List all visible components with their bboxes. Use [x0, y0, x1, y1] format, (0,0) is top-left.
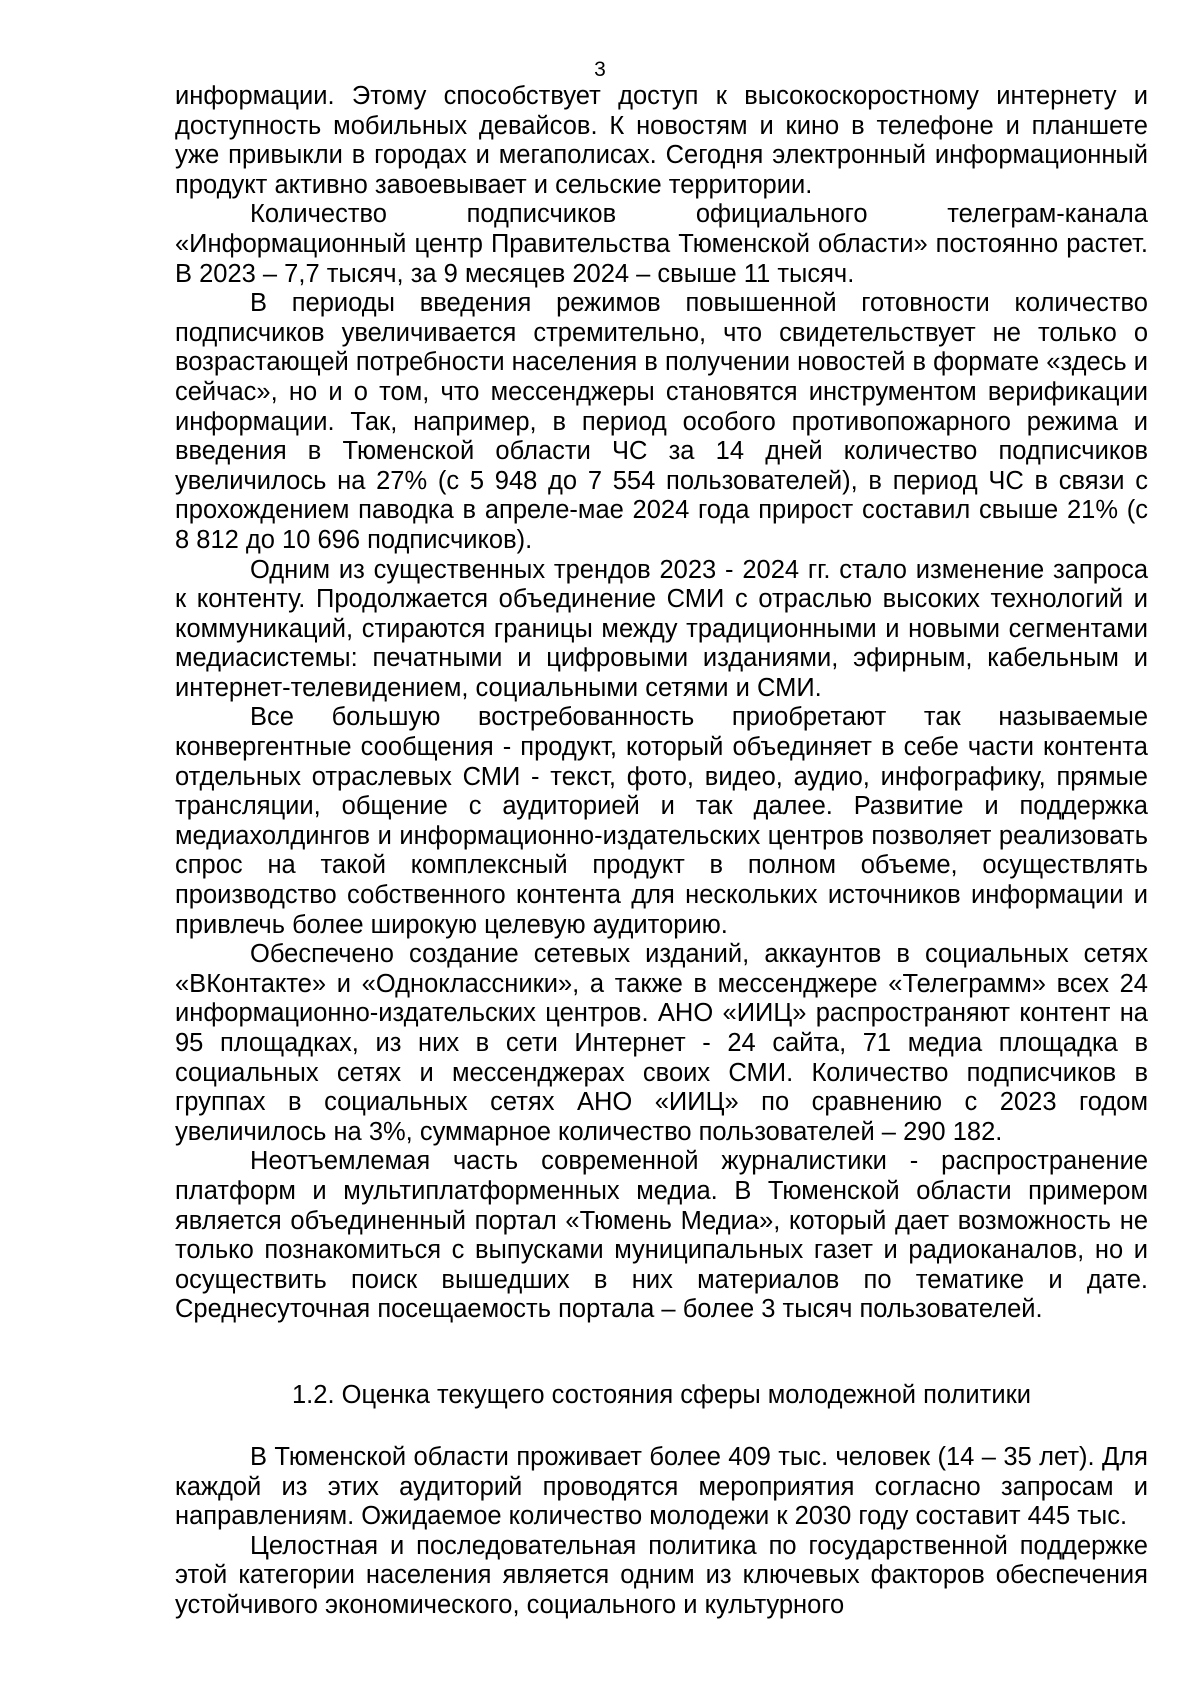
- document-body: [175, 82, 1148, 1325]
- paragraph: Целостная и последовательная политика по государственной поддержке этой категории населения является одним из ключевых факторов обеспечения устойчивого экономического, социального и культурного: [175, 1531, 1148, 1619]
- paragraph: В Тюменской области проживает более 409 тыс. человек (14 – 35 лет). Для каждой из этих аудиторий проводятся мероприятия согласно запросам и направлениям. Ожидаемое количество молодежи к 2030 году составит 445 тыс.: [175, 1443, 1148, 1531]
- paragraph: Неотъемлемая часть современной журналистики - распространение платформ и мультиплатформенных медиа. В Тюменской области примером является объединенный портал «Тюмень Медиа», который дает возможность не только познакомиться с выпусками муниципальных газет и радиоканалов, но и осуществить поиск вышедших в них материалов по тематике и дате. Среднесуточная посещаемость портала – более 3 тысяч пользователей.: [175, 1147, 1148, 1324]
- section-body: [175, 1443, 1148, 1621]
- paragraph: информации. Этому способствует доступ к высокоскоростному интернету и доступность мобильных девайсов. К новостям и кино в телефоне и планшете уже привыкли в городах и мегаполисах. Сегодня электронный информационный продукт активно завоевывает и сельские территории.: [175, 82, 1148, 199]
- paragraph: Обеспечено создание сетевых изданий, аккаунтов в социальных сетях «ВКонтакте» и «Одноклассники», а также в мессенджере «Телеграмм» всех 24 информационно-издательских центров. АНО «ИИЦ» распространяют контент на 95 площадках, из них в сети Интернет - 24 сайта, 71 медиа площадка в социальных сетях и мессенджерах своих СМИ. Количество подписчиков в группах в социальных сетях АНО «ИИЦ» по сравнению с 2023 годом увеличилось на 3%, суммарное количество пользователей – 290 182.: [175, 940, 1148, 1146]
- paragraph: Одним из существенных трендов 2023 - 2024 гг. стало изменение запроса к контенту. Продолжается объединение СМИ с отраслью высоких технологий и коммуникаций, стираются границы между традиционными и новыми сегментами медиасистемы: печатными и цифровыми изданиями, эфирным, кабельным и интернет-телевидением, социальными сетями и СМИ.: [175, 555, 1148, 702]
- paragraph: Количество подписчиков официального телеграм-канала «Информационный центр Правительства Тюменской области» постоянно растет. В 2023 – 7,7 тысяч, за 9 месяцев 2024 – свыше 11 тысяч.: [175, 200, 1148, 288]
- paragraph: В периоды введения режимов повышенной готовности количество подписчиков увеличивается стремительно, что свидетельствует не только о возрастающей потребности населения в получении новостей в формате «здесь и сейчас», но и о том, что мессенджеры становятся инструментом верификации информации. Так, например, в период особого противопожарного режима и введения в Тюменской области ЧС за 14 дней количество подписчиков увеличилось на 27% (с 5 948 до 7 554 пользователей), в период ЧС в связи с прохождением паводка в апреле-мае 2024 года прирост составил свыше 21% (с 8 812 до 10 696 подписчиков).: [175, 289, 1149, 554]
- paragraph: Все большую востребованность приобретают так называемые конвергентные сообщения - продукт, который объединяет в себе части контента отдельных отраслевых СМИ - текст, фото, видео, аудио, инфографику, прямые трансляции, общение с аудиторией и так далее. Развитие и поддержка медиахолдингов и информационно-издательских центров позволяет реализовать спрос на такой комплексный продукт в полном объеме, осуществлять производство собственного контента для нескольких источников информации и привлечь более широкую целевую аудиторию.: [175, 703, 1148, 939]
- section-heading: 1.2. Оценка текущего состояния сферы молодежной политики: [292, 1381, 1031, 1409]
- page-number: 3: [594, 58, 606, 81]
